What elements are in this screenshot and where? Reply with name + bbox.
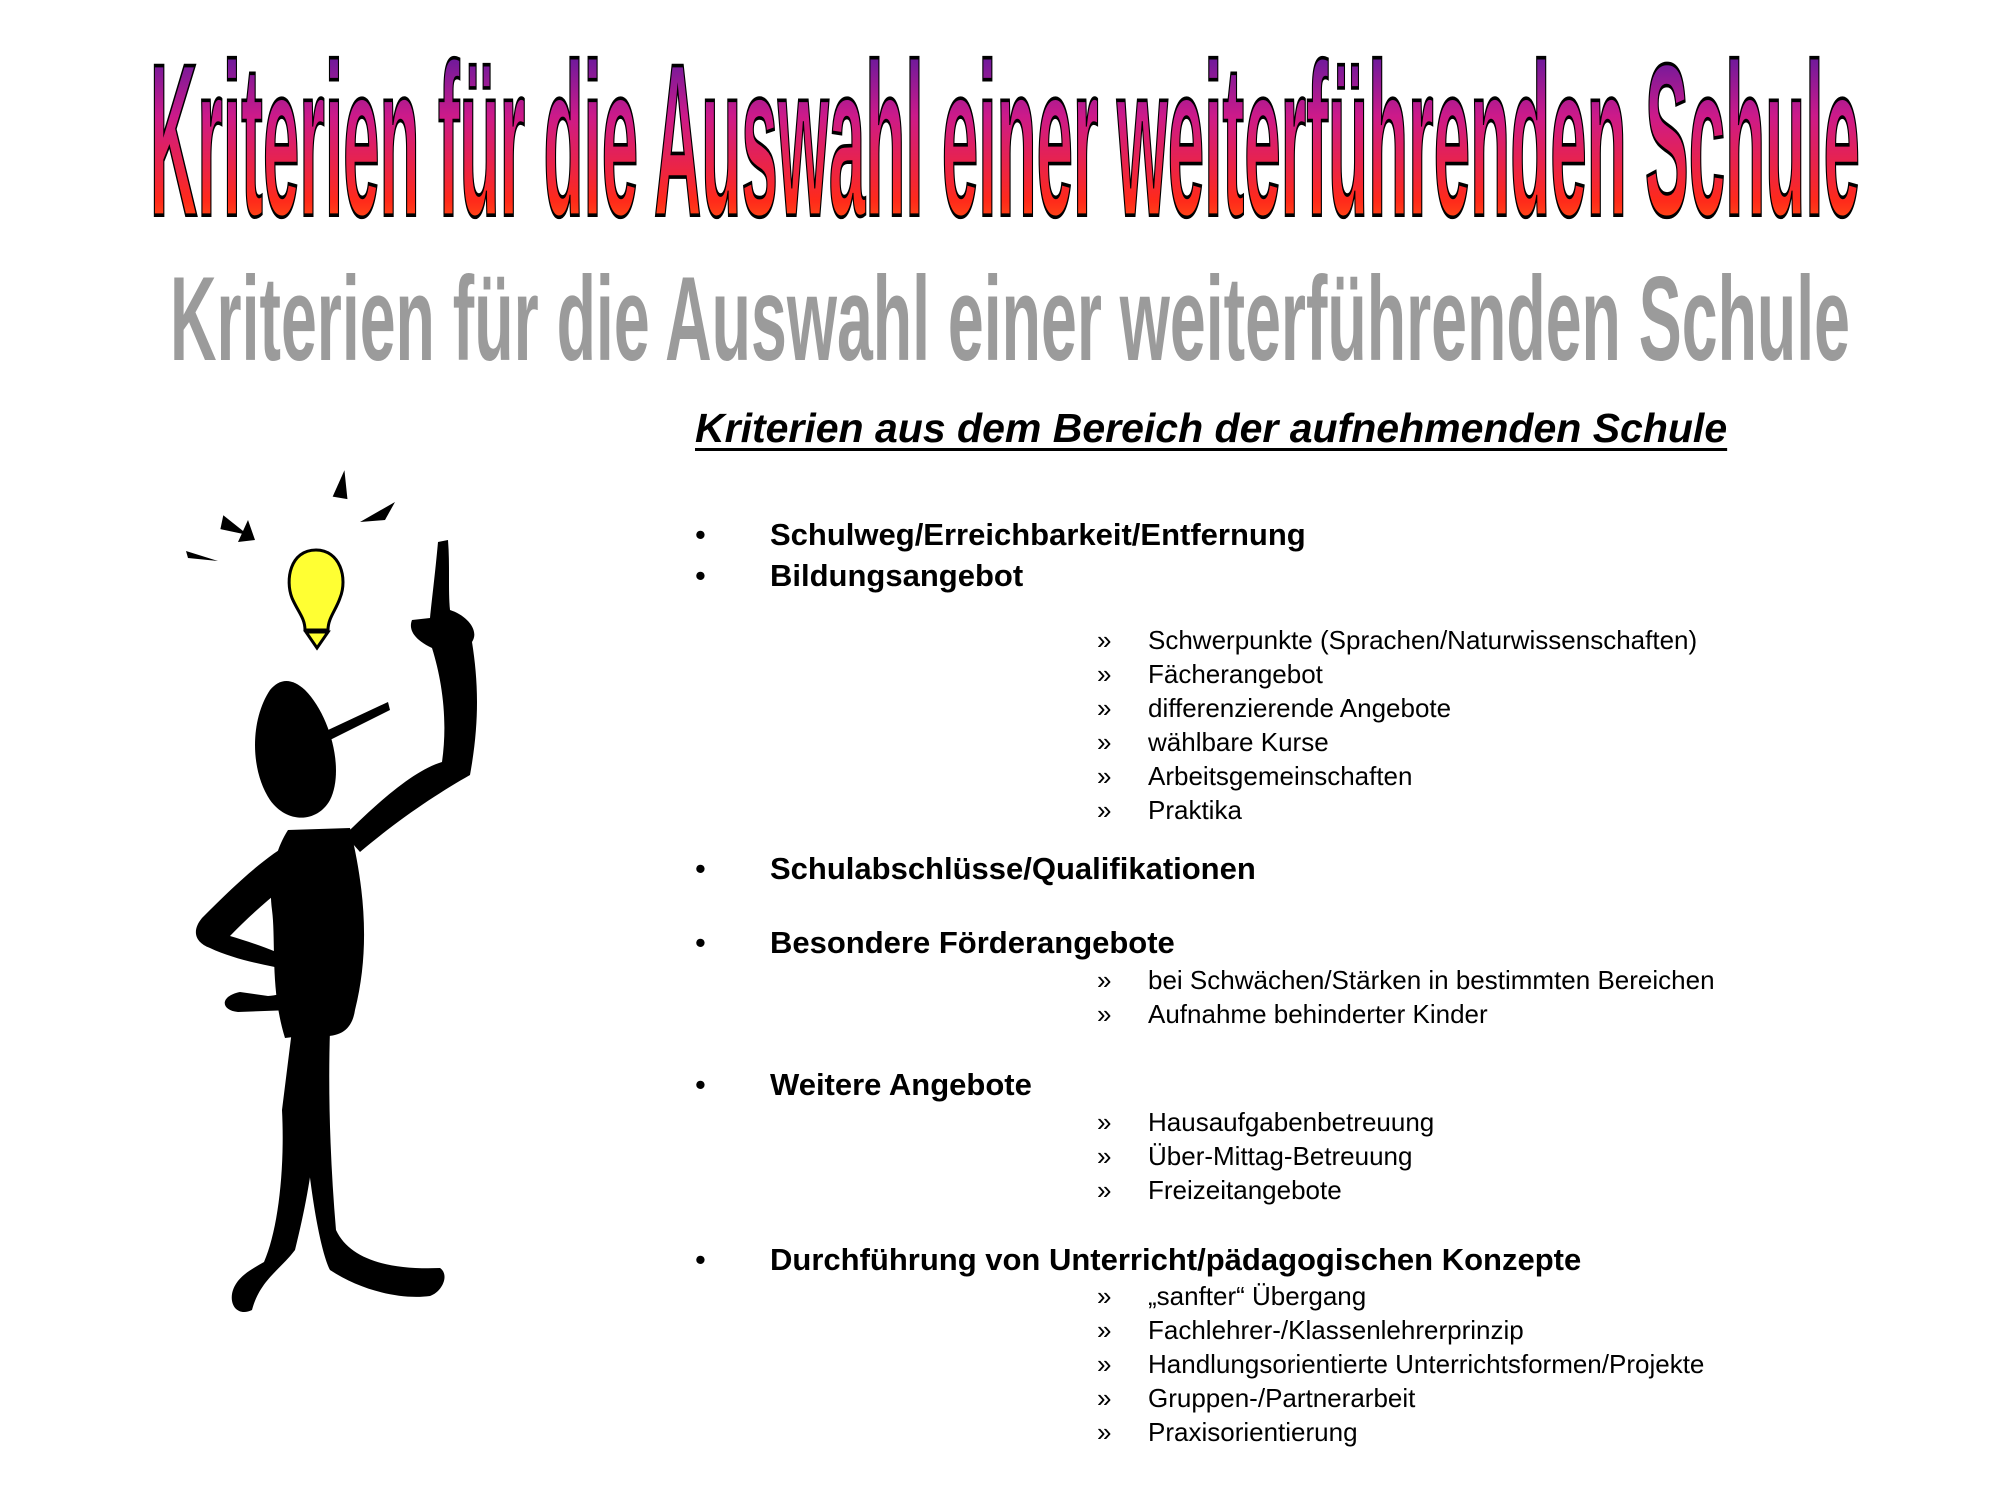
bullet-icon: • [695,925,706,960]
arrow-bullet-icon: » [1097,1175,1112,1205]
criterion-label: Schulabschlüsse/Qualifikationen [770,851,1256,886]
arrow-bullet-icon: » [1097,1417,1112,1447]
title-wordart [0,0,2000,420]
arrow-bullet-icon: » [1097,1107,1112,1137]
criterion-label: Schulweg/Erreichbarkeit/Entfernung [770,517,1306,552]
bullet-icon: • [695,851,706,886]
criterion-label: Besondere Förderangebote [770,925,1175,960]
arrow-bullet-icon: » [1097,965,1112,995]
thinking-stick-figure-icon [180,470,540,1370]
sub-item-label: Handlungsorientierte Unterrichtsformen/Projekte [1148,1349,1705,1379]
sub-item-label: wählbare Kurse [1148,727,1329,757]
criterion-label: Durchführung von Unterricht/pädagogischen Konzepte [770,1242,1582,1277]
sub-item-label: Hausaufgabenbetreuung [1148,1107,1435,1137]
arrow-bullet-icon: » [1097,1315,1112,1345]
arrow-bullet-icon: » [1097,999,1112,1029]
sub-item-label: Arbeitsgemeinschaften [1148,761,1413,791]
arrow-bullet-icon: » [1097,1141,1112,1171]
arrow-bullet-icon: » [1097,761,1112,791]
sub-item-label: Fachlehrer-/Klassenlehrerprinzip [1148,1315,1524,1345]
bullet-icon: • [695,517,706,552]
page-title: Kriterien für die Auswahl einer weiterführenden Schule [150,18,1860,262]
arrow-bullet-icon: » [1097,727,1112,757]
sub-item-label: „sanfter“ Übergang [1148,1281,1367,1311]
arrow-bullet-icon: » [1097,1349,1112,1379]
sub-item-label: bei Schwächen/Stärken in bestimmten Bereichen [1148,965,1715,995]
arrow-bullet-icon: » [1097,625,1112,655]
sub-item-label: Gruppen-/Partnerarbeit [1148,1383,1416,1413]
criterion-label: Weitere Angebote [770,1067,1032,1102]
sub-item-label: Schwerpunkte (Sprachen/Naturwissenschaften) [1148,625,1698,655]
bullet-icon: • [695,558,706,593]
sub-item-label: Praxisorientierung [1148,1417,1358,1447]
bullet-icon: • [695,1067,706,1102]
sub-item-label: differenzierende Angebote [1148,693,1452,723]
criterion-label: Bildungsangebot [770,558,1024,593]
sub-item-label: Praktika [1148,795,1242,825]
lightbulb-icon [289,550,343,648]
section-heading: Kriterien aus dem Bereich der aufnehmenden Schule [695,405,1728,451]
sub-item-label: Aufnahme behinderter Kinder [1148,999,1488,1029]
arrow-bullet-icon: » [1097,659,1112,689]
bullet-icon: • [695,1242,706,1277]
sub-item-label: Fächerangebot [1148,659,1323,689]
sub-item-label: Über-Mittag-Betreuung [1148,1141,1413,1171]
arrow-bullet-icon: » [1097,1281,1112,1311]
sub-item-label: Freizeitangebote [1148,1175,1342,1205]
title-shadow: Kriterien für die Auswahl einer weiterführenden Schule [170,252,1850,386]
arrow-bullet-icon: » [1097,1383,1112,1413]
arrow-bullet-icon: » [1097,693,1112,723]
arrow-bullet-icon: » [1097,795,1112,825]
